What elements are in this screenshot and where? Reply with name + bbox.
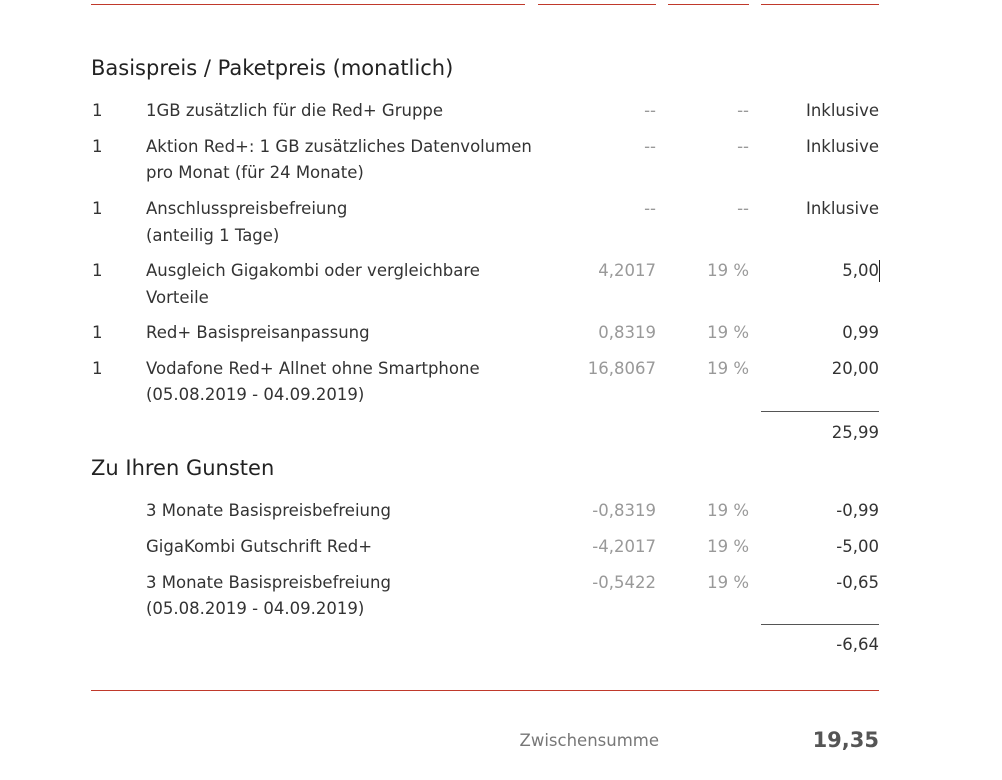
section-subtotal-gunsten: -6,64 <box>836 635 879 654</box>
row-description: Aktion Red+: 1 GB zusätzliches Datenvolumen <box>146 137 532 156</box>
row-description: Vodafone Red+ Allnet ohne Smartphone <box>146 359 480 378</box>
row-quantity: 1 <box>92 199 103 218</box>
row-description: 1GB zusätzlich für die Red+ Gruppe <box>146 101 444 120</box>
row-net-price: -0,8319 <box>592 501 656 520</box>
row-vat: -- <box>737 199 749 218</box>
row-description: Anschlusspreisbefreiung <box>146 199 348 218</box>
row-net-price: 4,2017 <box>598 261 656 280</box>
subtotal-divider <box>761 411 879 412</box>
row-description: 3 Monate Basispreisbefreiung <box>146 501 391 520</box>
row-quantity: 1 <box>92 261 103 280</box>
row-description-line2: (anteilig 1 Tage) <box>146 226 280 245</box>
header-divider-net <box>538 4 656 5</box>
header-divider-gross <box>761 4 879 5</box>
row-net-price: -4,2017 <box>592 537 656 556</box>
row-gross-price: Inklusive <box>805 199 879 218</box>
header-divider-vat <box>668 4 749 5</box>
row-gross-price: 20,00 <box>831 359 879 378</box>
row-net-price: -- <box>644 137 656 156</box>
zwischensumme-label: Zwischensumme <box>519 731 659 750</box>
row-net-price: -- <box>644 101 656 120</box>
row-description: GigaKombi Gutschrift Red+ <box>146 537 373 556</box>
row-description-line2: pro Monat (für 24 Monate) <box>146 163 364 182</box>
row-vat: 19 % <box>707 573 749 592</box>
row-net-price: -0,5422 <box>592 573 656 592</box>
row-quantity: 1 <box>92 359 103 378</box>
row-net-price: 16,8067 <box>587 359 656 378</box>
row-gross-price: -0,99 <box>836 501 879 520</box>
row-description: Ausgleich Gigakombi oder vergleichbare <box>146 261 480 280</box>
row-net-price: -- <box>644 199 656 218</box>
row-description-line2: Vorteile <box>146 288 209 307</box>
row-vat: 19 % <box>707 501 749 520</box>
row-description: Red+ Basispreisanpassung <box>146 323 370 342</box>
row-gross-price: Inklusive <box>805 137 879 156</box>
row-gross-price[interactable]: 5,00 <box>842 261 879 280</box>
row-description-line2: (05.08.2019 - 04.09.2019) <box>146 599 365 618</box>
total-divider <box>91 690 879 691</box>
row-net-price: 0,8319 <box>598 323 656 342</box>
section-subtotal-basispreis: 25,99 <box>831 423 879 442</box>
row-description-line2: (05.08.2019 - 04.09.2019) <box>146 385 365 404</box>
row-vat: -- <box>737 137 749 156</box>
section-title-basispreis: Basispreis / Paketpreis (monatlich) <box>91 56 454 80</box>
section-title-gunsten: Zu Ihren Gunsten <box>91 456 275 480</box>
row-gross-price: 0,99 <box>842 323 879 342</box>
row-vat: 19 % <box>707 261 749 280</box>
row-vat: 19 % <box>707 323 749 342</box>
header-divider-description <box>91 4 525 5</box>
row-gross-price: -5,00 <box>836 537 879 556</box>
row-vat: 19 % <box>707 537 749 556</box>
text-cursor <box>879 260 880 282</box>
row-gross-price: Inklusive <box>805 101 879 120</box>
row-quantity: 1 <box>92 323 103 342</box>
row-vat: -- <box>737 101 749 120</box>
subtotal-divider <box>761 624 879 625</box>
row-vat: 19 % <box>707 359 749 378</box>
row-gross-price: -0,65 <box>836 573 879 592</box>
row-quantity: 1 <box>92 137 103 156</box>
row-description: 3 Monate Basispreisbefreiung <box>146 573 391 592</box>
zwischensumme-value: 19,35 <box>812 728 879 752</box>
row-quantity: 1 <box>92 101 103 120</box>
